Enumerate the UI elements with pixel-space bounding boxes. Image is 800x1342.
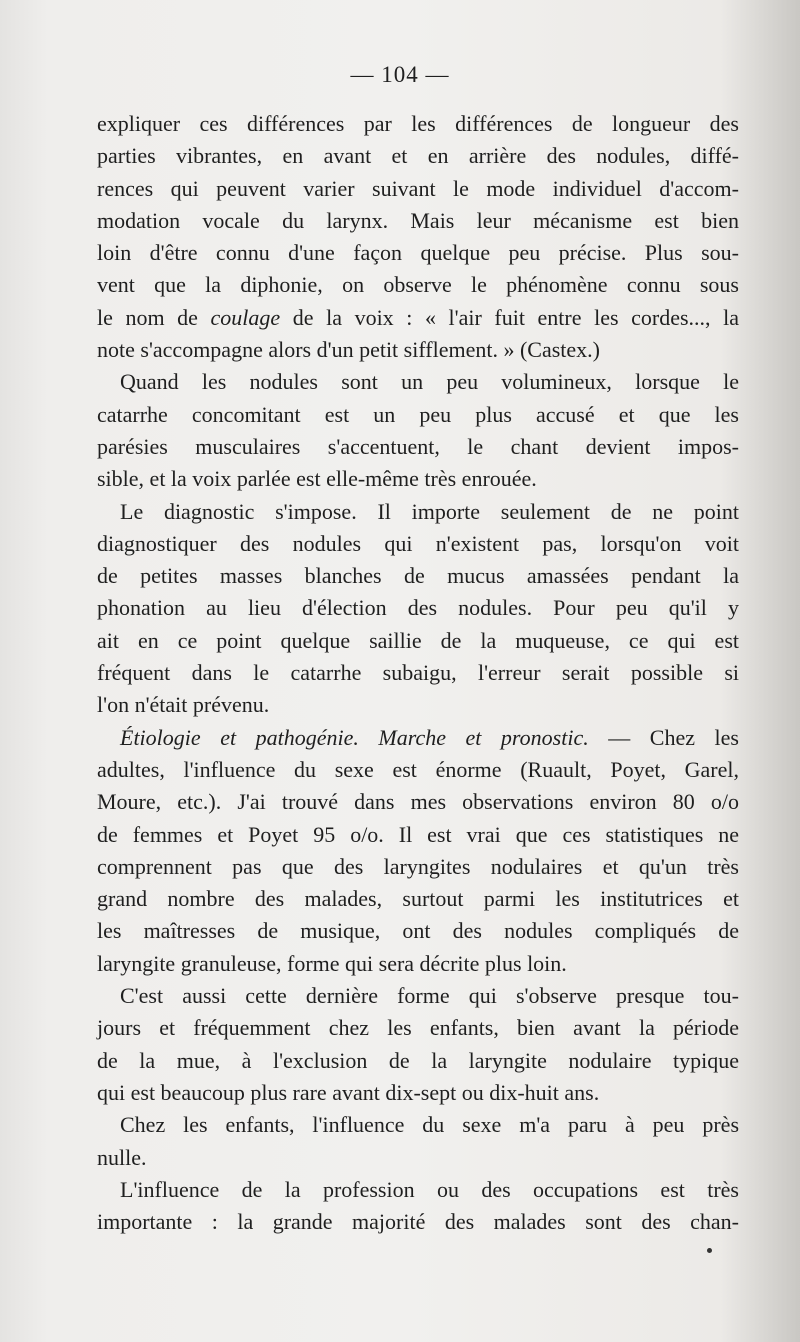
- text-line: [97, 1077, 739, 1109]
- text-segment: parésies musculaires s'accentuent, le chant devient impos-: [97, 433, 739, 459]
- text-segment: les maîtresses de musique, ont des nodules compliqués de: [97, 918, 739, 944]
- text-segment: importante : la grande majorité des malades sont des chan-: [97, 1209, 739, 1235]
- text-line: [97, 592, 739, 624]
- text-segment: de petites masses blanches de mucus amassées pendant la: [97, 563, 739, 589]
- text-segment: Le diagnostic s'impose. Il importe seulement de ne point: [120, 498, 739, 524]
- text-line: [97, 528, 739, 560]
- text-line: [97, 819, 739, 851]
- text-line: [97, 625, 739, 657]
- text-segment: qui est beaucoup plus rare avant dix-sept ou dix-huit ans.: [97, 1079, 600, 1105]
- text-line: [97, 1109, 739, 1141]
- text-segment: Chez les enfants, l'influence du sexe m'a paru à peu près: [120, 1112, 739, 1138]
- text-segment: rences qui peuvent varier suivant le mode individuel d'accom-: [97, 175, 739, 201]
- text-line: [97, 883, 739, 915]
- text-segment: sible, et la voix parlée est elle-même très enrouée.: [97, 466, 537, 492]
- text-line: [97, 1206, 739, 1238]
- text-segment: comprennent pas que des laryngites nodulaires et qu'un très: [97, 853, 739, 879]
- text-line: [97, 1142, 739, 1174]
- text-segment: nulle.: [97, 1144, 147, 1170]
- text-line: [97, 269, 739, 301]
- text-line: [97, 948, 739, 980]
- text-line: [97, 851, 739, 883]
- text-line: [97, 173, 739, 205]
- text-segment: L'influence de la profession ou des occupations est très: [120, 1176, 739, 1202]
- text-segment: jours et fréquemment chez les enfants, bien avant la période: [97, 1015, 739, 1041]
- text-segment: de femmes et Poyet 95 o/o. Il est vrai que ces statistiques ne: [97, 821, 739, 847]
- text-line: [97, 205, 739, 237]
- text-line: [97, 431, 739, 463]
- text-line: [97, 237, 739, 269]
- text-segment: Moure, etc.). J'ai trouvé dans mes observations environ 80 o/o: [97, 789, 739, 815]
- text-segment: diagnostiquer des nodules qui n'existent pas, lorsqu'on voit: [97, 530, 739, 556]
- text-segment: adultes, l'influence du sexe est énorme (Ruault, Poyet, Garel,: [97, 756, 739, 782]
- text-line: [97, 657, 739, 689]
- text-segment: — Chez les: [588, 724, 739, 750]
- text-line: [97, 108, 739, 140]
- text-segment: catarrhe concomitant est un peu plus accusé et que les: [97, 401, 739, 427]
- text-segment: Quand les nodules sont un peu volumineux, lorsque le: [120, 369, 739, 395]
- ink-spot: [707, 1248, 712, 1253]
- italic-text: Étiologie et pathogénie. Marche et pronostic.: [120, 724, 589, 750]
- text-line: [97, 334, 739, 366]
- text-segment: ait en ce point quelque saillie de la muqueuse, ce qui est: [97, 627, 739, 653]
- text-line: [97, 754, 739, 786]
- italic-text: coulage: [210, 304, 281, 330]
- text-segment: phonation au lieu d'élection des nodules. Pour peu qu'il y: [97, 595, 739, 621]
- text-line: [97, 722, 739, 754]
- text-line: [97, 980, 739, 1012]
- text-line: [97, 496, 739, 528]
- text-line: [97, 915, 739, 947]
- text-segment: l'on n'était prévenu.: [97, 692, 270, 718]
- text-segment: parties vibrantes, en avant et en arrière des nodules, diffé-: [97, 143, 739, 169]
- page-number: — 104 —: [350, 62, 450, 87]
- text-line: [97, 302, 739, 334]
- text-line: [97, 399, 739, 431]
- text-line: [97, 366, 739, 398]
- text-line: [97, 786, 739, 818]
- text-line: [97, 1012, 739, 1044]
- text-line: [97, 463, 739, 495]
- text-segment: expliquer ces différences par les différences de longueur des: [97, 111, 739, 136]
- text-segment: grand nombre des malades, surtout parmi les institutrices et: [97, 886, 739, 912]
- text-segment: de la voix : « l'air fuit entre les cordes..., la: [280, 304, 739, 330]
- text-line: [97, 1045, 739, 1077]
- body-text: [97, 108, 739, 1238]
- text-segment: note s'accompagne alors d'un petit sifflement. » (Castex.): [97, 337, 600, 363]
- text-segment: fréquent dans le catarrhe subaigu, l'erreur serait possible si: [97, 660, 739, 686]
- text-line: [97, 689, 739, 721]
- text-segment: vent que la diphonie, on observe le phénomène connu sous: [97, 272, 739, 298]
- text-segment: de la mue, à l'exclusion de la laryngite nodulaire typique: [97, 1047, 739, 1073]
- text-segment: loin d'être connu d'une façon quelque peu précise. Plus sou-: [97, 240, 739, 266]
- text-line: [97, 140, 739, 172]
- text-line: [97, 1174, 739, 1206]
- text-segment: C'est aussi cette dernière forme qui s'observe presque tou-: [120, 983, 739, 1009]
- text-segment: modation vocale du larynx. Mais leur mécanisme est bien: [97, 207, 739, 233]
- text-segment: laryngite granuleuse, forme qui sera décrite plus loin.: [97, 950, 567, 976]
- text-segment: le nom de: [97, 304, 211, 330]
- text-line: [97, 560, 739, 592]
